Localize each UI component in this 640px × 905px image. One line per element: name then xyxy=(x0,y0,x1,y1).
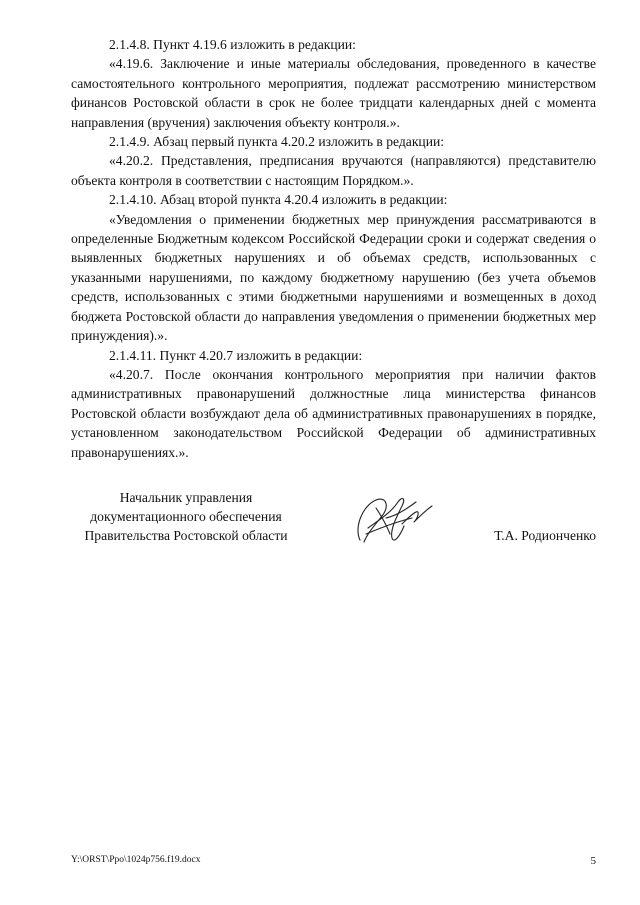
position-line: документационного обеспечения xyxy=(90,509,282,524)
paragraph-2-1-4-9: 2.1.4.9. Абзац первый пункта 4.20.2 изложить в редакции: xyxy=(109,134,445,150)
paragraph-2-1-4-10: 2.1.4.10. Абзац второй пункта 4.20.4 изложить в редакции: xyxy=(109,192,448,208)
signatory-name: Т.А. Родионченко xyxy=(494,528,596,543)
position-line: Правительства Ростовской области xyxy=(84,528,288,543)
paragraph-4-20-7: «4.20.7. После окончания контрольного мероприятия при наличии фактов административных правонарушений должностные лица министерства финансов Ростовской области возбуждают дела об административных правонарушениях в порядке, установленном законодательством Российской Федерации об административных правонарушениях.». xyxy=(71,366,596,460)
page-number: 5 xyxy=(590,855,596,867)
document-body xyxy=(71,35,596,462)
paragraph-4-19-6: «4.19.6. Заключение и иные материалы обследования, проведенного в качестве самостоятельного контрольного мероприятия, подлежат рассмотрению министерством финансов Ростовской области в срок не более тридцати календарных дней с момента направления (вручения) заключения объекту контроля.». xyxy=(71,56,596,130)
position-line: Начальник управления xyxy=(119,490,253,505)
signature-block xyxy=(71,488,596,558)
footer-file-path: Y:\ORST\Ppo\1024p756.f19.docx xyxy=(71,855,201,865)
handwritten-signature xyxy=(346,488,446,550)
paragraph-4-20-4: «Уведомления о применении бюджетных мер принуждения рассматриваются в определенные Бюджетным кодексом Российской Федерации сроки и содержат сведения о выявленных бюджетных нарушениях и об объемах средств, использованных с указанными нарушениями, по каждому бюджетному нарушению (без учета объемов средств, использованных с этими бюджетными нарушениями и возмещенных в доход бюджета Ростовской области до направления уведомления о применении бюджетных мер принуждения).». xyxy=(71,211,596,344)
signatory-position xyxy=(71,488,301,545)
paragraph-4-20-2: «4.20.2. Представления, предписания вручаются (направляются) представителю объекта контроля в соответствии с настоящим Порядком.». xyxy=(71,153,596,188)
paragraph-2-1-4-11: 2.1.4.11. Пункт 4.20.7 изложить в редакции: xyxy=(109,347,363,363)
paragraph-2-1-4-8: 2.1.4.8. Пункт 4.19.6 изложить в редакции: xyxy=(109,37,356,52)
